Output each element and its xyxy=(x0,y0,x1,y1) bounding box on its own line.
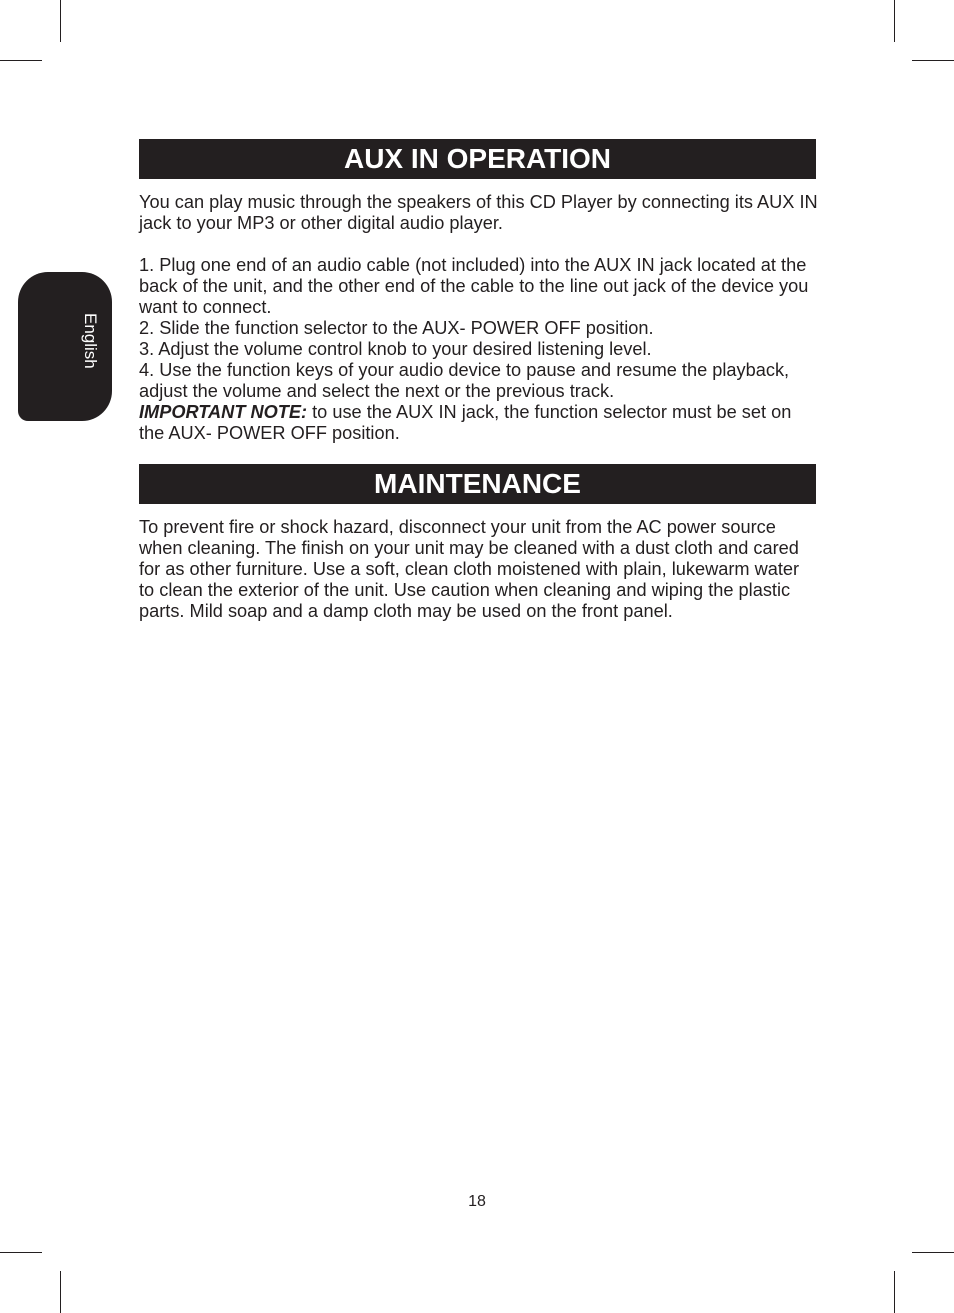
section-title-maintenance: MAINTENANCE xyxy=(139,464,816,504)
aux-step-2: 2. Slide the function selector to the AUX- POWER OFF position. xyxy=(139,318,654,338)
aux-step-4: 4. Use the function keys of your audio device to pause and resume the playback, adjust the volume and select the next or the previous track. xyxy=(139,360,790,401)
section-title-aux-in-operation: AUX IN OPERATION xyxy=(139,139,816,179)
crop-mark-top-left-vertical xyxy=(60,0,61,42)
important-note xyxy=(139,402,819,444)
language-tab-label: English xyxy=(81,313,100,369)
crop-mark-bottom-left-vertical xyxy=(60,1271,61,1313)
maintenance-section-body xyxy=(139,517,819,622)
important-note-label: IMPORTANT NOTE: xyxy=(139,402,308,422)
crop-mark-bottom-left-horizontal xyxy=(0,1252,42,1253)
crop-mark-bottom-right-horizontal xyxy=(912,1252,954,1253)
crop-mark-top-left-horizontal xyxy=(0,60,42,61)
page-number: 18 xyxy=(468,1193,486,1210)
maintenance-paragraph: To prevent fire or shock hazard, disconnect your unit from the AC power source when cleaning. The finish on your unit may be cleaned with a dust cloth and cared for as other furniture. Use a soft, clean cloth moistened with plain, lukewarm water to clean the exterior of the unit. Use caution when cleaning and wiping the plastic parts. Mild soap and a damp cloth may be used on the front panel. xyxy=(139,517,800,621)
aux-step-1: 1. Plug one end of an audio cable (not included) into the AUX IN jack located at the back of the unit, and the other end of the cable to the line out jack of the device you want to connect. xyxy=(139,255,809,317)
important-note-text: to use the AUX IN jack, the function selector must be set on the AUX- POWER OFF position. xyxy=(139,402,792,443)
crop-mark-top-right-vertical xyxy=(894,0,895,42)
aux-step-3: 3. Adjust the volume control knob to your desired listening level. xyxy=(139,339,652,359)
crop-mark-top-right-horizontal xyxy=(912,60,954,61)
aux-intro-paragraph: You can play music through the speakers of this CD Player by connecting its AUX IN jack to your MP3 or other digital audio player. xyxy=(139,192,818,233)
aux-section-body xyxy=(139,192,819,444)
crop-mark-bottom-right-vertical xyxy=(894,1271,895,1313)
